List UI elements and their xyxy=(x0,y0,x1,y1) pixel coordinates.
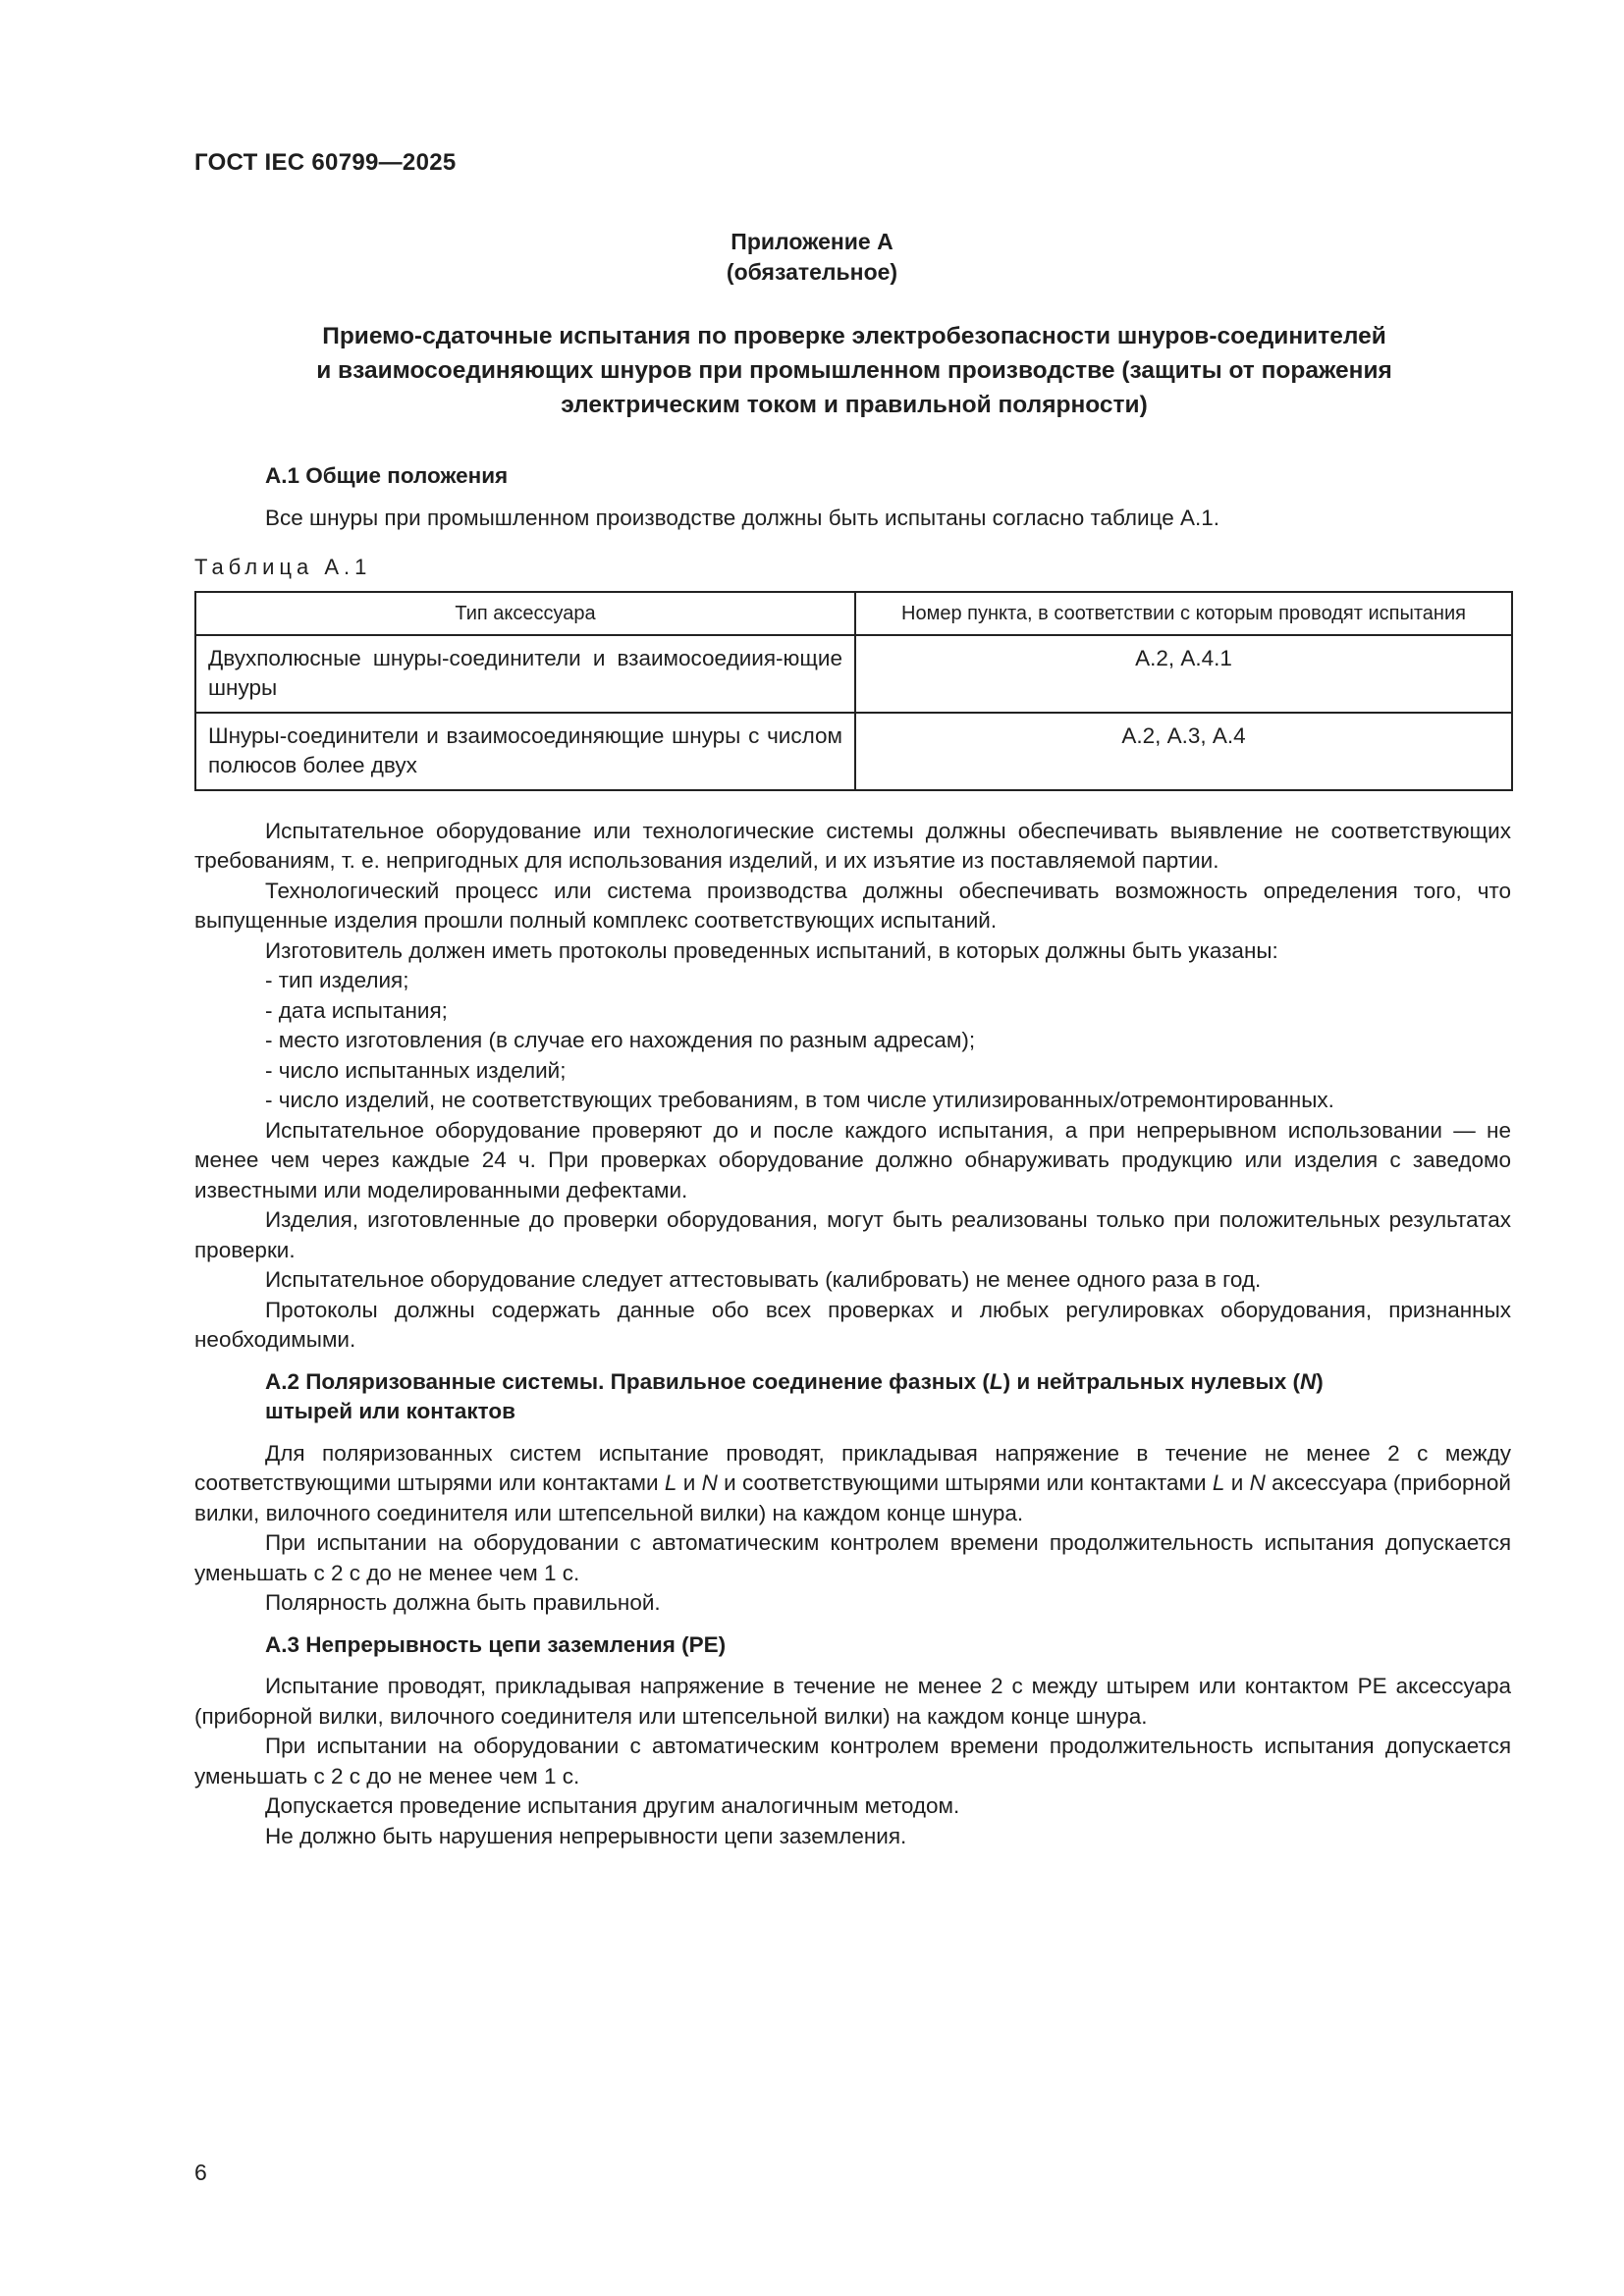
section-heading-line: штырей или контактов xyxy=(265,1399,515,1423)
table-cell-type: Двухполюсные шнуры-соединители и взаимосоедиия-ющие шнуры xyxy=(195,635,855,713)
table-cell-type: Шнуры-соединители и взаимосоединяющие шнуры с числом полюсов более двух xyxy=(195,713,855,790)
section-heading-a3: А.3 Непрерывность цепи заземления (PE) xyxy=(265,1631,727,1657)
paragraph: Все шнуры при промышленном производстве должны быть испытаны согласно таблице А.1. xyxy=(265,505,1220,530)
paragraph: Испытание проводят, прикладывая напряжение в течение не менее 2 с между штырем или контактом PE аксессуара (приборной вилки, вилочного соединителя или штепсельной вилки) на каждом конце шнура. xyxy=(194,1674,1511,1729)
document-body xyxy=(194,461,1511,1851)
table-header-row xyxy=(195,592,1512,635)
appendix-heading xyxy=(0,227,1624,288)
paragraph: Изготовитель должен иметь протоколы проведенных испытаний, в которых должны быть указаны: xyxy=(265,937,1278,963)
page-number: 6 xyxy=(194,2160,207,2185)
paragraph: Для поляризованных систем испытание проводят, прикладывая напряжение в течение не менее 2 с между соответствующими штырями или контактами L и N и соответствующими штырями или контактами L и N аксессуара (приборной вилки, вилочного соединителя или штепсельной вилки) на каждом конце шнура. xyxy=(194,1440,1511,1525)
appendix-title-line: Приемо-сдаточные испытания по проверке электробезопасности шнуров-соединителей xyxy=(322,323,1386,349)
appendix-title xyxy=(0,319,1624,422)
document-header: ГОСТ IEC 60799—2025 xyxy=(194,149,457,176)
paragraph: При испытании на оборудовании с автоматическим контролем времени продолжительность испытания допускается уменьшать с 2 с до не менее чем 1 с. xyxy=(194,1530,1511,1585)
list-item: - число изделий, не соответствующих требованиям, в том числе утилизированных/отремонтированных. xyxy=(265,1088,1334,1112)
table-header-cell: Номер пункта, в соответствии с которым проводят испытания xyxy=(855,592,1512,635)
table-cell-clause: А.2, А.4.1 xyxy=(855,635,1512,713)
paragraph: Протоколы должны содержать данные обо всех проверках и любых регулировках оборудования, признанных необходимыми. xyxy=(194,1297,1511,1352)
accessory-table xyxy=(194,591,1513,791)
list-item: - дата испытания; xyxy=(265,997,448,1023)
list-item: - тип изделия; xyxy=(265,968,409,992)
table-caption: Таблица А.1 xyxy=(194,555,372,579)
section-heading-a1: А.1 Общие положения xyxy=(265,463,509,488)
paragraph: Не должно быть нарушения непрерывности цепи заземления. xyxy=(265,1823,907,1848)
table-header-cell: Тип аксессуара xyxy=(195,592,855,635)
paragraph: Изделия, изготовленные до проверки оборудования, могут быть реализованы только при положительных результатах проверки. xyxy=(194,1207,1511,1262)
paragraph: Полярность должна быть правильной. xyxy=(265,1590,661,1615)
paragraph: Испытательное оборудование проверяют до и после каждого испытания, а при непрерывном использовании — не менее чем через каждые 24 ч. При проверках оборудование должно обнаруживать продукцию или изделия с заведомо известными или моделированными дефектами. xyxy=(194,1117,1511,1202)
table-row xyxy=(195,713,1512,790)
paragraph: Технологический процесс или система производства должны обеспечивать возможность определения того, что выпущенные изделия прошли полный комплекс соответствующих испытаний. xyxy=(194,878,1511,933)
table-row xyxy=(195,635,1512,713)
appendix-status: (обязательное) xyxy=(726,259,898,285)
appendix-title-line: и взаимосоединяющих шнуров при промышленном производстве (защиты от поражения xyxy=(316,357,1392,384)
paragraph: Испытательное оборудование следует аттестовывать (калибровать) не менее одного раза в год. xyxy=(265,1267,1262,1292)
appendix-title-line: электрическим током и правильной полярности) xyxy=(561,392,1148,418)
paragraph: Испытательное оборудование или технологические системы должны обеспечивать выявление не соответствующих требованиям, т. е. непригодных для использования изделий, и их изъятие из поставляемой партии. xyxy=(194,818,1511,873)
table-cell-clause: А.2, А.3, А.4 xyxy=(855,713,1512,790)
list-item: - число испытанных изделий; xyxy=(265,1057,567,1083)
section-heading-a2: А.2 Поляризованные системы. Правильное соединение фазных (L) и нейтральных нулевых (N) штырей или контактов xyxy=(194,1367,1511,1427)
paragraph: При испытании на оборудовании с автоматическим контролем времени продолжительность испытания допускается уменьшать с 2 с до не менее чем 1 с. xyxy=(194,1734,1511,1789)
paragraph: Допускается проведение испытания другим аналогичным методом. xyxy=(265,1793,960,1818)
appendix-label: Приложение А xyxy=(731,229,893,254)
list-item: - место изготовления (в случае его нахождения по разным адресам); xyxy=(265,1028,976,1052)
